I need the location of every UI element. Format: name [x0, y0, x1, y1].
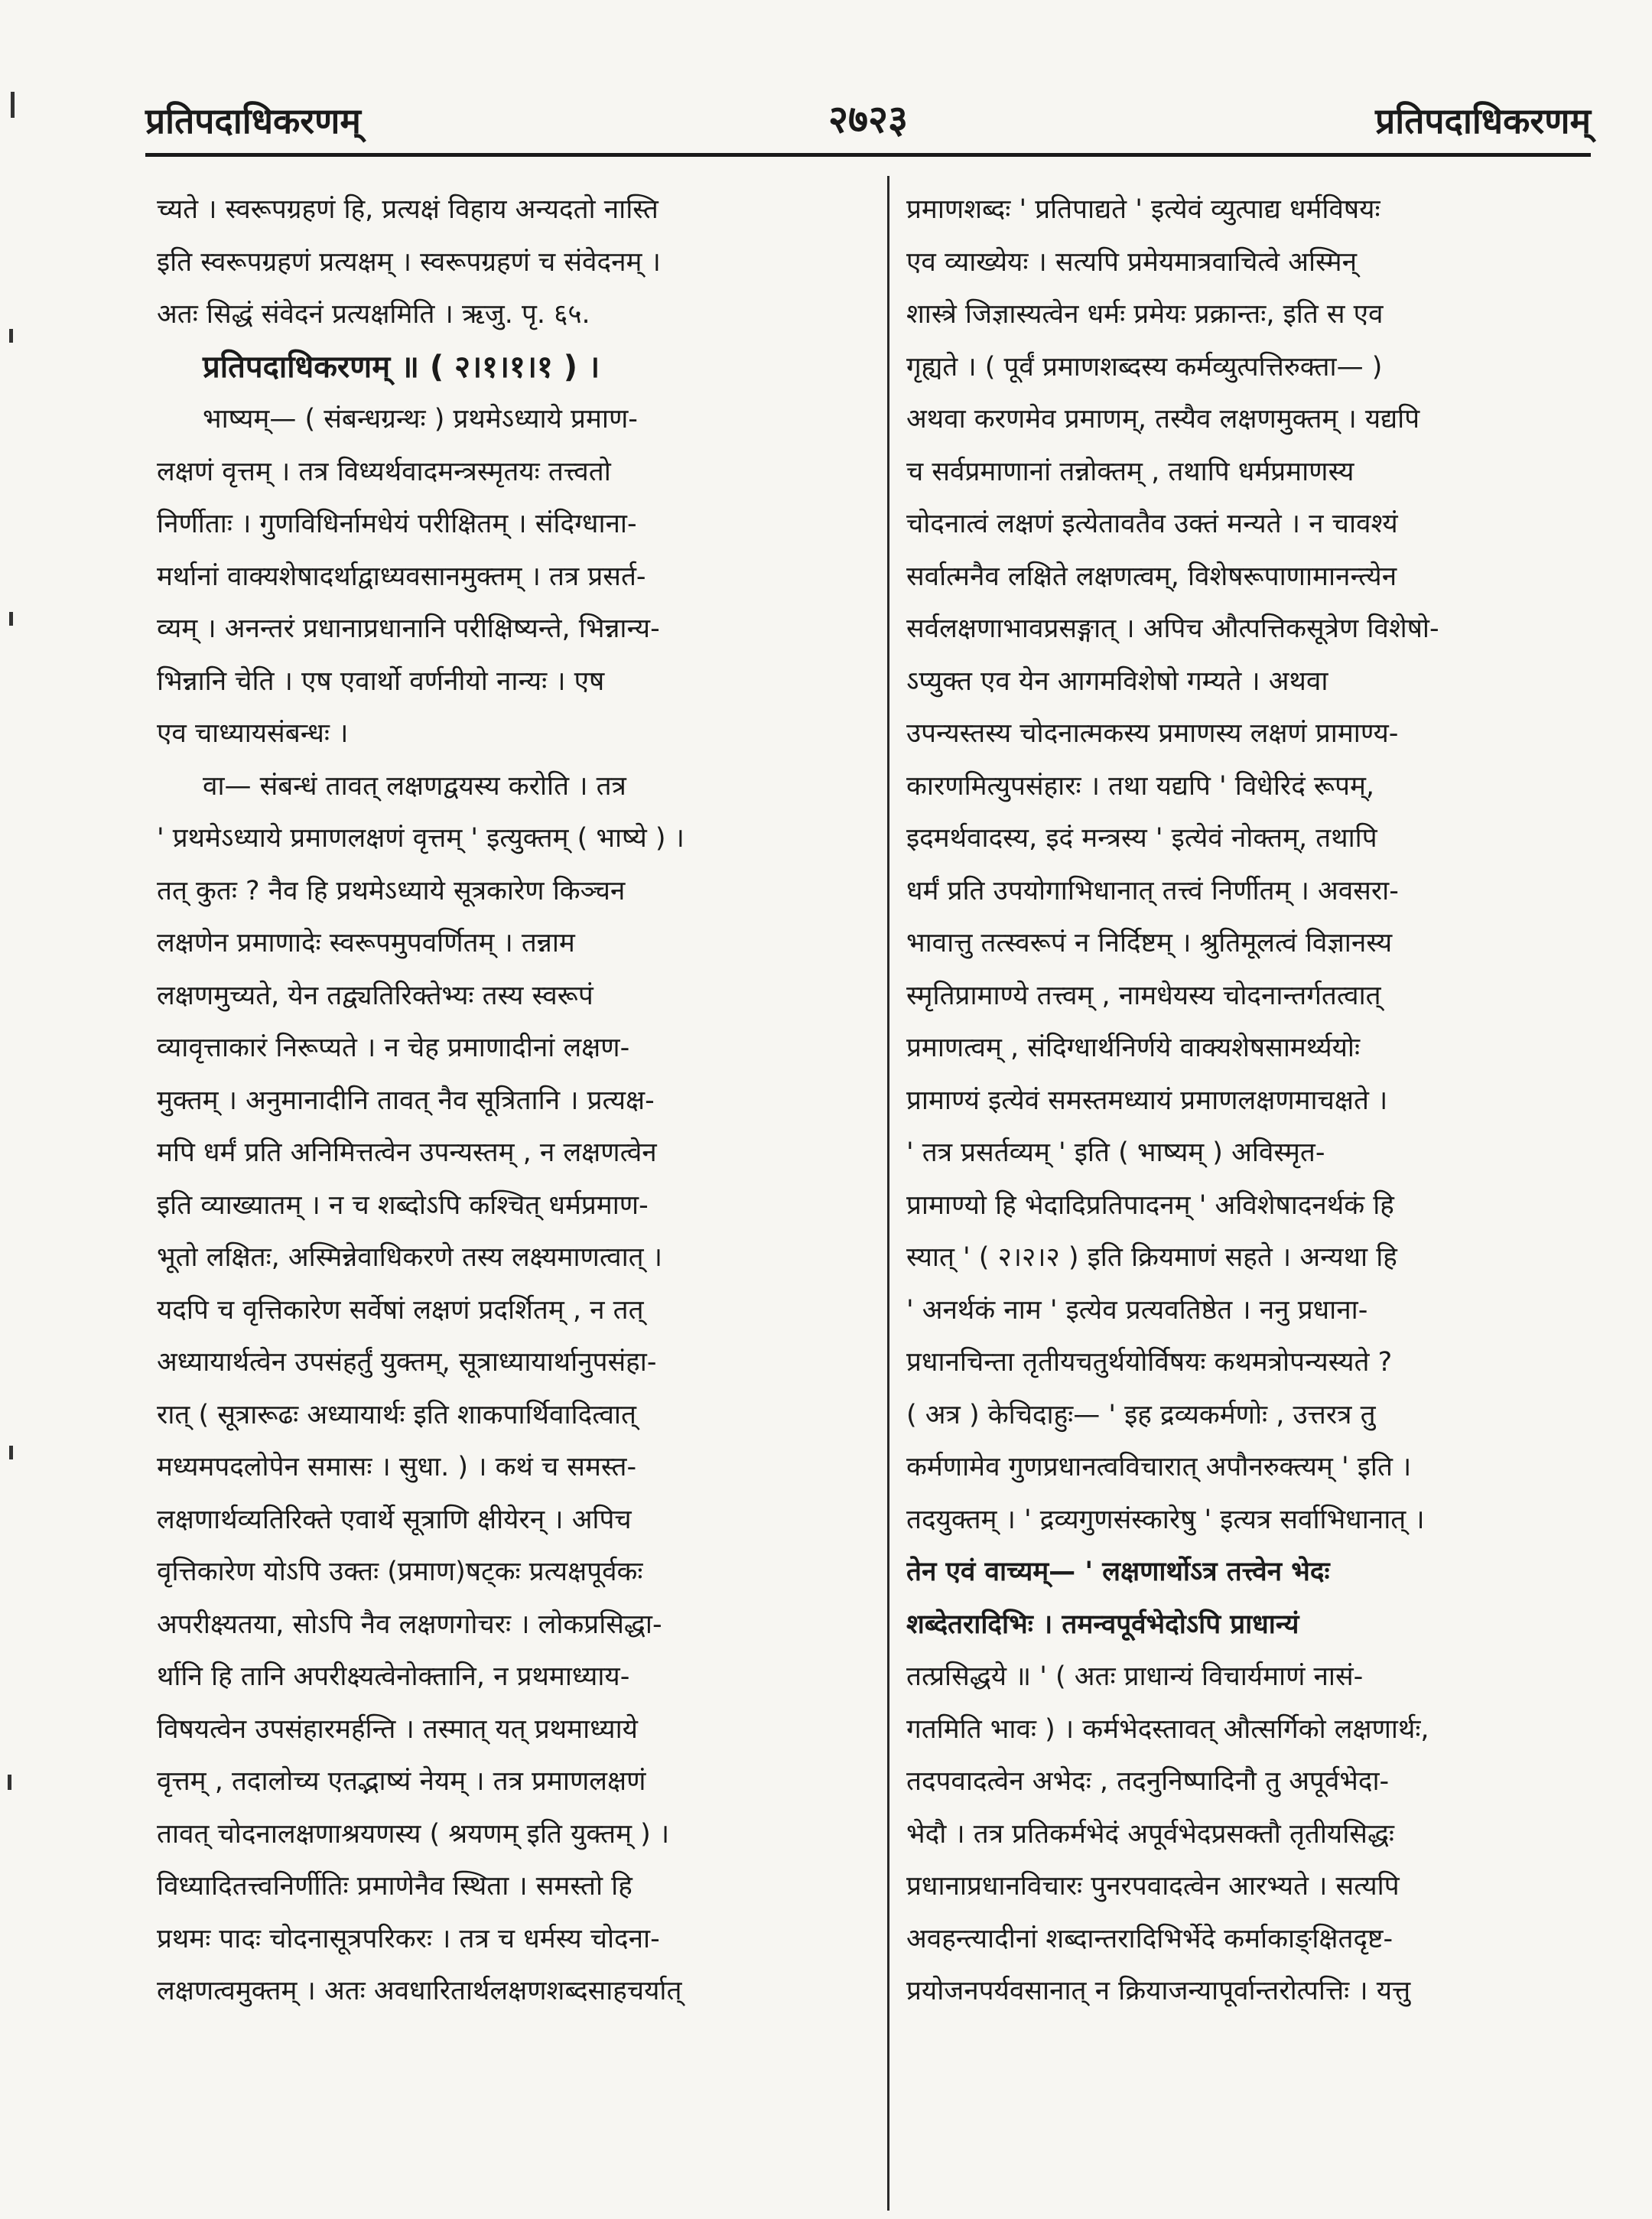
text-line: गृह्यते । ( पूर्वं प्रमाणशब्दस्य कर्मव्युत्पत्तिरुक्ता— ) [906, 351, 1383, 382]
text-line: मुक्तम् । अनुमानादीनि तावत् नैव सूत्रितानि । प्रत्यक्ष- [157, 1085, 655, 1116]
text-line: च सर्वप्रमाणानां तन्नोक्तम् , तथापि धर्मप्रमाणस्य [906, 456, 1354, 487]
text-line: प्रधानाप्रधानविचारः पुनरपवादत्वेन आरभ्यते । सत्यपि [906, 1871, 1400, 1902]
text-line: अवहन्त्यादीनां शब्दान्तरादिभिर्भेदे कर्माकाङ्क्षितदृष्ट- [906, 1923, 1393, 1954]
text-line: भिन्नानि चेति । एष एवार्थो वर्णनीयो नान्यः । एष [157, 665, 605, 697]
text-line: रात् ( सूत्रारूढः अध्यायार्थः इति शाकपार्थिवादित्वात् [157, 1399, 636, 1430]
text-line: सर्वलक्षणाभावप्रसङ्गात् । अपिच औत्पत्तिकसूत्रेण विशेषो- [906, 613, 1439, 644]
margin-mark [11, 92, 15, 118]
text-line: भाष्यम्— ( संबन्धग्रन्थः ) प्रथमेऽध्याये प्रमाण- [203, 404, 638, 434]
column-divider [887, 176, 889, 2211]
header-title-left: प्रतिपदाधिकरणम् [145, 100, 361, 142]
text-line: प्रामाण्यो हि भेदादिप्रतिपादनम् ' अविशेषादनर्थकं हि [906, 1189, 1394, 1221]
text-line: प्रामाण्यं इत्येवं समस्तमध्यायं प्रमाणलक्षणमाचक्षते । [906, 1085, 1388, 1116]
text-line: प्रथमः पादः चोदनासूत्रपरिकरः । तत्र च धर्मस्य चोदना- [157, 1923, 660, 1954]
text-line: लक्षणं वृत्तम् । तत्र विध्यर्थवादमन्त्रस्मृतयः तत्त्वतो [157, 456, 611, 487]
verse-line: शब्देतरादिभिः । तमन्वपूर्वभेदोऽपि प्राधान्यं [906, 1609, 1299, 1640]
text-line: लक्षणार्थव्यतिरिक्ते एवार्थे सूत्राणि क्षीयेरन् । अपिच [157, 1504, 632, 1535]
text-line: यदपि च वृत्तिकारेण सर्वेषां लक्षणं प्रदर्शितम् , न तत् [157, 1294, 644, 1326]
text-line: तावत् चोदनालक्षणाश्रयणस्य ( श्रयणम् इति युक्तम् ) । [157, 1818, 670, 1850]
text-line: वा— संबन्धं तावत् लक्षणद्वयस्य करोति । तत्र [203, 770, 626, 802]
page-number: २७२३ [828, 97, 908, 142]
text-line: निर्णीताः । गुणविधिर्नामधेयं परीक्षितम् । संदिग्धाना- [157, 509, 637, 539]
text-line: भूतो लक्षितः, अस्मिन्नेवाधिकरणे तस्य लक्ष्यमाणत्वात् । [157, 1242, 662, 1273]
text-line: इति स्वरूपग्रहणं प्रत्यक्षम् । स्वरूपग्रहणं च संवेदनम् । [157, 246, 661, 278]
text-line: गतमिति भावः ) । कर्मभेदस्तावत् औत्सर्गिको लक्षणार्थः, [906, 1713, 1429, 1745]
margin-mark [8, 1775, 11, 1790]
section-heading: प्रतिपदाधिकरणम् ॥ ( २।१।१।१ ) । [203, 349, 600, 385]
text-line: चोदनात्वं लक्षणं इत्येतावतैव उक्तं मन्यते । न चावश्यं [906, 509, 1398, 539]
text-line: इति व्याख्यातम् । न च शब्दोऽपि कश्चित् धर्मप्रमाण- [157, 1189, 649, 1221]
text-line: ' प्रथमेऽध्याये प्रमाणलक्षणं वृत्तम् ' इत्युक्तम् ( भाष्ये ) । [157, 823, 685, 854]
text-line: एव चाध्यायसंबन्धः । [157, 718, 349, 749]
verse-line: तेन एवं वाच्यम्— ' लक्षणार्थोऽत्र तत्त्वेन भेदः [906, 1557, 1330, 1587]
text-line: इदमर्थवादस्य, इदं मन्त्रस्य ' इत्येवं नोक्तम्, तथापि [906, 823, 1377, 854]
text-line: धर्मं प्रति उपयोगाभिधानात् तत्त्वं निर्णीतम् । अवसरा- [906, 875, 1399, 906]
right-column [906, 184, 1595, 2211]
running-header [145, 83, 1591, 144]
text-line: मध्यमपदलोपेन समासः । सुधा. ) । कथं च समस्त- [157, 1452, 637, 1482]
text-line: सर्वात्मनैव लक्षिते लक्षणत्वम्, विशेषरूपाणामानन्त्येन [906, 561, 1397, 592]
text-line: लक्षणत्वमुक्तम् । अतः अवधारितार्थलक्षणशब्दसाहचर्यात् [157, 1976, 682, 2006]
text-line: उपन्यस्तस्य चोदनात्मकस्य प्रमाणस्य लक्षणं प्रामाण्य- [906, 718, 1399, 749]
margin-mark [9, 1446, 13, 1459]
text-line: भावात्तु तत्स्वरूपं न निर्दिष्टम् । श्रुतिमूलत्वं विज्ञानस्य [906, 928, 1393, 958]
text-line: व्यम् । अनन्तरं प्रधानाप्रधानानि परीक्षिष्यन्ते, भिन्नान्य- [157, 613, 660, 644]
text-line: कर्मणामेव गुणप्रधानत्वविचारात् अपौनरुक्त्यम् ' इति । [906, 1452, 1412, 1482]
text-line: तदयुक्तम् । ' द्रव्यगुणसंस्कारेषु ' इत्यत्र सर्वाभिधानात् । [906, 1504, 1425, 1535]
text-line: र्थानि हि तानि अपरीक्ष्यत्वेनोक्तानि, न प्रथमाध्याय- [157, 1661, 630, 1692]
text-line: अथवा करणमेव प्रमाणम्, तस्यैव लक्षणमुक्तम् । यद्यपि [906, 404, 1420, 434]
text-line: शास्त्रे जिज्ञास्यत्वेन धर्मः प्रमेयः प्रक्रान्तः, इति स एव [906, 299, 1384, 330]
text-line: मर्थानां वाक्यशेषादर्थाद्वाध्यवसानमुक्तम् । तत्र प्रसर्त- [157, 561, 646, 592]
text-line: स्मृतिप्रामाण्ये तत्त्वम् , नामधेयस्य चोदनान्तर्गतत्वात् [906, 980, 1381, 1011]
text-line: भेदौ । तत्र प्रतिकर्मभेदं अपूर्वभेदप्रसक्तौ तृतीयसिद्धः [906, 1818, 1394, 1850]
text-line: व्यावृत्ताकारं निरूप्यते । न चेह प्रमाणादीनां लक्षण- [157, 1033, 630, 1063]
text-line: ' अनर्थकं नाम ' इत्येव प्रत्यवतिष्ठेत । ननु प्रधाना- [906, 1294, 1368, 1326]
text-line: स्यात् ' ( २।२।२ ) इति क्रियमाणं सहते । अन्यथा हि [906, 1242, 1397, 1273]
header-rule [145, 153, 1591, 157]
text-line: लक्षणेन प्रमाणादेः स्वरूपमुपवर्णितम् । तन्नाम [157, 928, 575, 958]
text-line: अपरीक्ष्यतया, सोऽपि नैव लक्षणगोचरः । लोकप्रसिद्धा- [157, 1609, 662, 1640]
text-line: कारणमित्युपसंहारः । तथा यद्यपि ' विधेरिदं रूपम्, [906, 770, 1375, 802]
text-line: वृत्तिकारेण योऽपि उक्तः (प्रमाण)षट्कः प्रत्यक्षपूर्वकः [157, 1557, 643, 1587]
text-line: तत्प्रसिद्धये ॥ ' ( अतः प्राधान्यं विचार्यमाणं नासं- [906, 1661, 1364, 1692]
text-line: प्रमाणत्वम् , संदिग्धार्थनिर्णये वाक्यशेषसामर्थ्ययोः [906, 1033, 1361, 1063]
header-title-right: प्रतिपदाधिकरणम् [1375, 100, 1591, 142]
text-line: च्यते । स्वरूपग्रहणं हि, प्रत्यक्षं विहाय अन्यदतो नास्ति [157, 194, 659, 225]
text-line: प्रमाणशब्दः ' प्रतिपाद्यते ' इत्येवं व्युत्पाद्य धर्मविषयः [906, 194, 1380, 225]
text-line: मपि धर्मं प्रति अनिमित्तत्वेन उपन्यस्तम् , न लक्षणत्वेन [157, 1137, 657, 1168]
text-line: प्रयोजनपर्यवसानात् न क्रियाजन्यापूर्वान्तरोत्पत्तिः । यत्तु [906, 1976, 1411, 2006]
text-line: विध्यादितत्त्वनिर्णीतिः प्रमाणेनैव स्थिता । समस्तो हि [157, 1871, 633, 1902]
text-line: ( अत्र ) केचिदाहुः— ' इह द्रव्यकर्मणोः , उत्तरत्र तु [906, 1399, 1376, 1430]
left-column [157, 184, 860, 2211]
margin-mark [9, 612, 13, 626]
text-line: तदपवादत्वेन अभेदः , तदनुनिष्पादिनौ तु अपूर्वभेदा- [906, 1766, 1390, 1797]
text-line: वृत्तम् , तदालोच्य एतद्भाष्यं नेयम् । तत्र प्रमाणलक्षणं [157, 1766, 646, 1797]
text-line: ऽप्युक्त एव येन आगमविशेषो गम्यते । अथवा [906, 665, 1328, 697]
text-line: ' तत्र प्रसर्तव्यम् ' इति ( भाष्यम् ) अविस्मृत- [906, 1137, 1325, 1168]
text-line: अध्यायार्थत्वेन उपसंहर्तुं युक्तम्, सूत्राध्यायार्थानुपसंहा- [157, 1347, 657, 1378]
text-line: अतः सिद्धं संवेदनं प्रत्यक्षमिति । ऋजु. पृ. ६५. [157, 299, 590, 330]
text-line: विषयत्वेन उपसंहारमर्हन्ति । तस्मात् यत् प्रथमाध्याये [157, 1713, 638, 1745]
text-line: तत् कुतः ? नैव हि प्रथमेऽध्याये सूत्रकारेण किञ्चन [157, 875, 626, 906]
text-line: एव व्याख्येयः । सत्यपि प्रमेयमात्रवाचित्वे अस्मिन् [906, 246, 1358, 278]
margin-mark [9, 329, 13, 343]
text-line: प्रधानचिन्ता तृतीयचतुर्थयोर्विषयः कथमत्रोपन्यस्यते ? [906, 1347, 1393, 1378]
text-line: लक्षणमुच्यते, येन तद्व्यतिरिक्तेभ्यः तस्य स्वरूपं [157, 980, 593, 1011]
